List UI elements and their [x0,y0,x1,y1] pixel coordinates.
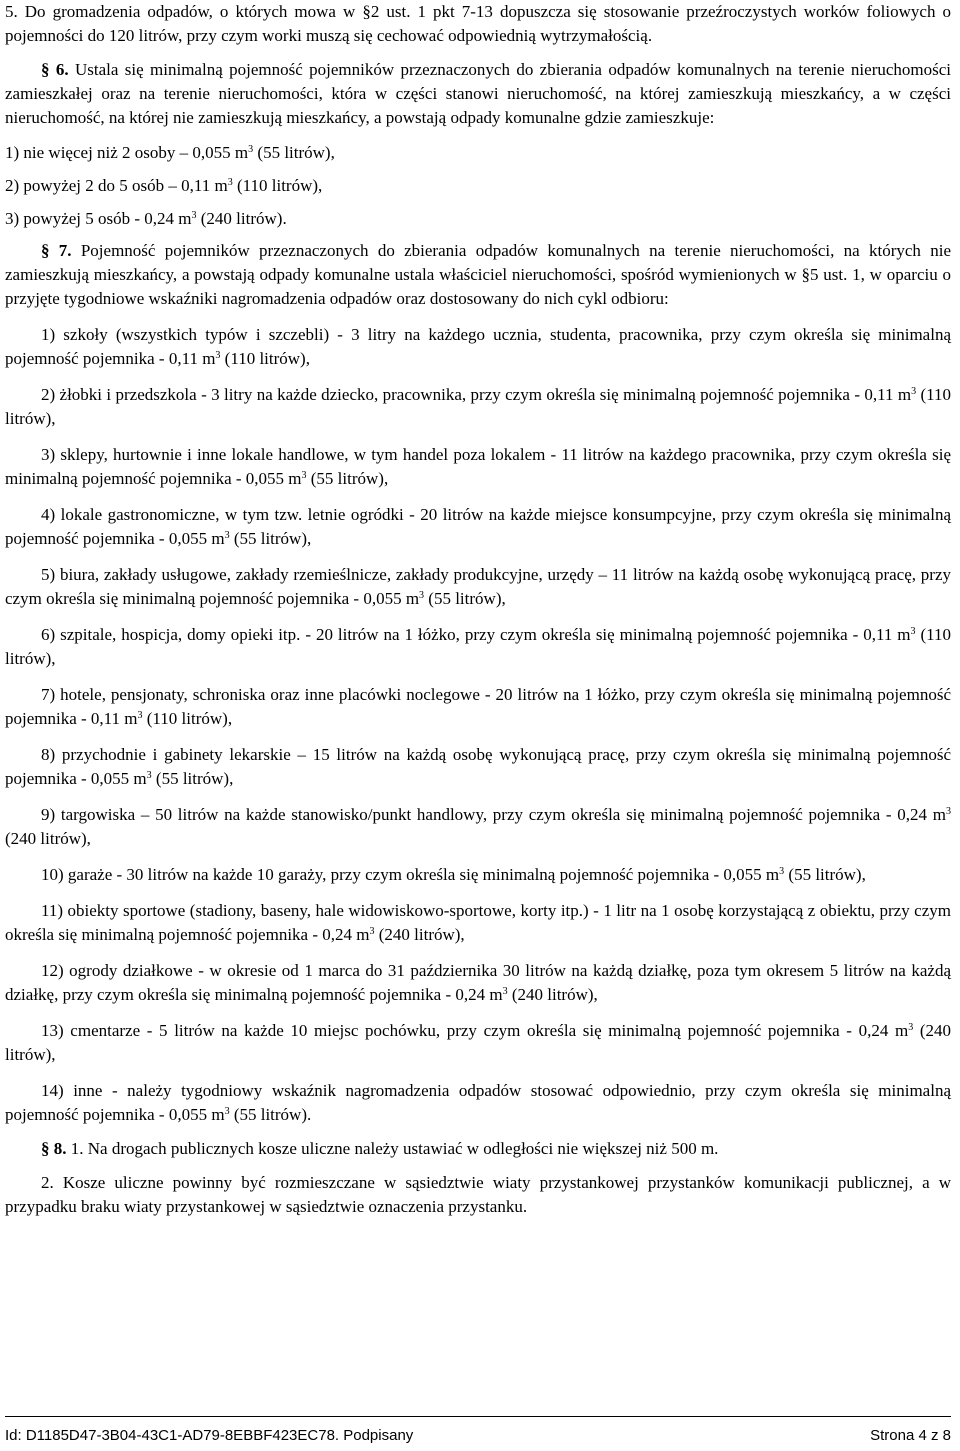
section-8-number: § 8. [41,1139,67,1158]
list-item: 1) nie więcej niż 2 osoby – 0,055 $m^3$ (55 litrów), [5,143,335,162]
list-item: 13) cmentarze - 5 litrów na każde 10 miejsc pochówku, przy czym określa się minimalną pojemność pojemnika - 0,24 $m^3$ (240 litrów), [5,1021,951,1064]
list-item: 9) targowiska – 50 litrów na każde stanowisko/punkt handlowy, przy czym określa się minimalną pojemność pojemnika - 0,24 $m^3$ (240 litrów), [5,805,951,848]
page-footer [5,1416,951,1445]
section-8-paragraph-1 [5,1137,951,1161]
section-6-number: § 6. [41,60,69,79]
list-item: 10) garaże - 30 litrów na każde 10 garaży, przy czym określa się minimalną pojemność pojemnika - 0,055 $m^3$ (55 litrów), [41,865,866,884]
list-item: 1) szkoły (wszystkich typów i szczebli) - 3 litry na każdego ucznia, studenta, pracownika, przy czym określa się minimalną pojemność pojemnika - 0,11 $m^3$ (110 litrów), [5,325,951,368]
document-page [5,0,951,1219]
list-item: 2) żłobki i przedszkola - 3 litry na każde dziecko, pracownika, przy czym określa się minimalną pojemność pojemnika - 0,11 $m^3$ (110 litrów), [5,385,952,428]
list-item: 11) obiekty sportowe (stadiony, baseny, hale widowiskowo-sportowe, korty itp.) - 1 litr na 1 osobę korzystającą z obiektu, przy czym określa się minimalną pojemność pojemnika - 0,24 $m^3$ (240 litrów), [5,901,951,944]
section-7-text: Pojemność pojemników przeznaczonych do zbierania odpadów komunalnych na terenie nieruchomości, na których nie zamieszkują mieszkańcy, a powstają odpady komunalne ustala właściciel nieruchomości, spośród wymienionych w §5 ust. 1, w oparciu o przyjęte tygodniowe wskaźniki nagromadzenia odpadów oraz dostosowany do nich cykl odbioru: [5,241,951,308]
list-item: 3) powyżej 5 osób - 0,24 $m^3$ (240 litrów). [5,209,287,228]
document-id: Id: D1185D47-3B04-43C1-AD79-8EBBF423EC78. Podpisany [5,1427,414,1444]
list-item: 2) powyżej 2 do 5 osób – 0,11 $m^3$ (110 litrów), [5,176,323,195]
list-item: 4) lokale gastronomiczne, w tym tzw. letnie ogródki - 20 litrów na każde miejsce konsumpcyjne, przy czym określa się minimalną pojemność pojemnika - 0,055 $m^3$ (55 litrów), [5,505,951,548]
section-7-list [5,323,951,1127]
list-item: 12) ogrody działkowe - w okresie od 1 marca do 31 października 30 litrów na każdą działkę, poza tym okresem 5 litrów na każdą działkę, przy czym określa się minimalną pojemność pojemnika - 0,24 $m^3$ (240 litrów), [5,961,951,1004]
list-item: 6) szpitale, hospicja, domy opieki itp. - 20 litrów na 1 łóżko, przy czym określa się minimalną pojemność pojemnika - 0,11 $m^3$ (110 litrów), [5,625,951,668]
paragraph-5: 5. Do gromadzenia odpadów, o których mowa w §2 ust. 1 pkt 7-13 dopuszcza się stosowanie przeźroczystych worków foliowych o pojemności do 120 litrów, przy czym worki muszą się cechować odpowiednią wytrzymałością. [5,2,951,45]
page-number: Strona 4 z 8 [870,1427,951,1444]
list-item: 3) sklepy, hurtownie i inne lokale handlowe, w tym handel poza lokalem - 11 litrów na każdego pracownika, przy czym określa się minimalną pojemność pojemnika - 0,055 $m^3$ (55 litrów), [5,445,951,488]
section-6-text: Ustala się minimalną pojemność pojemników przeznaczonych do zbierania odpadów komunalnych na terenie nieruchomości zamieszkałej oraz na terenie nieruchomości, która w części stanowi nieruchomość, na której zamieszkują mieszkańcy, a w części nieruchomość, na której nie zamieszkują mieszkańcy, a powstają odpady komunalne gdzie zamieszkuje: [5,60,952,127]
list-item: 8) przychodnie i gabinety lekarskie – 15 litrów na każdą osobę wykonującą pracę, przy czym określa się minimalną pojemność pojemnika - 0,055 $m^3$ (55 litrów), [5,745,951,788]
list-item: 14) inne - należy tygodniowy wskaźnik nagromadzenia odpadów stosować odpowiednio, przy czym określa się minimalną pojemność pojemnika - 0,055 $m^3$ (55 litrów). [5,1081,951,1124]
list-item: 5) biura, zakłady usługowe, zakłady rzemieślnicze, zakłady produkcyjne, urzędy – 11 litrów na każdą osobę wykonującą pracę, przy czym określa się minimalną pojemność pojemnika - 0,055 $m^3$ (55 litrów), [5,565,951,608]
section-6-intro [5,58,951,130]
list-item: 7) hotele, pensjonaty, schroniska oraz inne placówki noclegowe - 20 litrów na 1 łóżko, przy czym określa się minimalną pojemność pojemnika - 0,11 $m^3$ (110 litrów), [5,685,951,728]
section-7-number: § 7. [41,241,72,260]
section-8-text-1: 1. Na drogach publicznych kosze uliczne należy ustawiać w odległości nie większej niż 500 m. [70,1139,719,1158]
section-7-intro [5,239,951,311]
section-8-paragraph-2: 2. Kosze uliczne powinny być rozmieszczane w sąsiedztwie wiaty przystankowej przystanków komunikacji publicznej, a w przypadku braku wiaty przystankowej w sąsiedztwie oznaczenia przystanku. [5,1173,951,1216]
section-6-list [5,141,951,231]
